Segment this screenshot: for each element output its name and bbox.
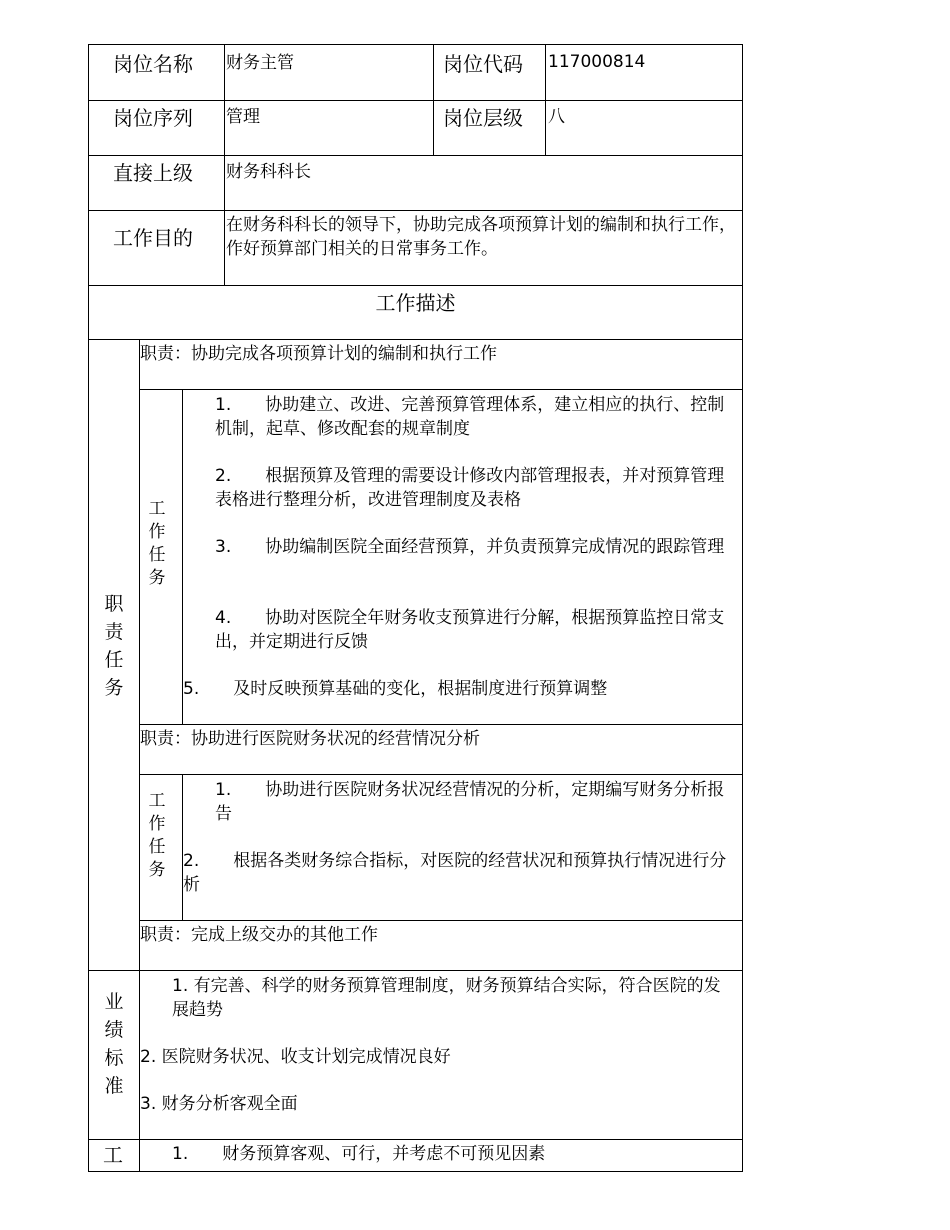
- supervisor-label: 直接上级: [113, 161, 193, 185]
- performance-item-1: 1. 有完善、科学的财务预算管理制度，财务预算结合实际，符合医院的发展趋势: [172, 976, 721, 1020]
- performance-label: 业 绩 标 准: [104, 991, 124, 1097]
- duty-2-title: 职责：协助进行医院财务状况的经营情况分析: [140, 729, 480, 749]
- duty-1-task-1: 1. 协助建立、改进、完善预算管理体系，建立相应的执行、控制机制，起草、修改配套的规章制度: [215, 395, 725, 439]
- duties-label: 职 责 任 务: [104, 593, 124, 699]
- last-section-label: 工: [103, 1143, 123, 1167]
- position-level-value: 八: [548, 107, 565, 127]
- purpose-value: 在财务科科长的领导下，协助完成各项预算计划的编制和执行工作，作好预算部门相关的日常事务工作。: [226, 215, 736, 259]
- position-code-label: 岗位代码: [443, 52, 523, 76]
- position-series-label: 岗位序列: [113, 106, 193, 130]
- position-series-value: 管理: [226, 107, 260, 127]
- duty-1-task-4: 4. 协助对医院全年财务收支预算进行分解，根据预算监控日常支出，并定期进行反馈: [215, 608, 725, 652]
- duty-2-task-1: 1. 协助进行医院财务状况经营情况的分析，定期编写财务分析报告: [215, 780, 725, 824]
- duty-1-title: 职责：协助完成各项预算计划的编制和执行工作: [140, 344, 497, 364]
- duty-1-task-2: 2. 根据预算及管理的需要设计修改内部管理报表，并对预算管理表格进行整理分析，改进管理制度及表格: [215, 466, 725, 510]
- performance-item-3: 3. 财务分析客观全面: [140, 1094, 298, 1114]
- task-label-2: 工 作 任 务: [148, 791, 166, 880]
- position-level-label: 岗位层级: [443, 106, 523, 130]
- duty-1-task-5: 5. 及时反映预算基础的变化，根据制度进行预算调整: [183, 679, 608, 699]
- task-label-1: 工 作 任 务: [148, 499, 166, 588]
- supervisor-value: 财务科科长: [226, 162, 311, 182]
- position-name-label: 岗位名称: [113, 52, 193, 76]
- duty-2-task-2: 2. 根据各类财务综合指标，对医院的经营状况和预算执行情况进行分析: [183, 851, 727, 895]
- position-name-value: 财务主管: [226, 53, 294, 73]
- position-code-value: 117000814: [548, 52, 646, 72]
- duty-3-title: 职责：完成上级交办的其他工作: [140, 925, 378, 945]
- description-title: 工作描述: [375, 291, 456, 315]
- last-section-item: 1. 财务预算客观、可行，并考虑不可预见因素: [172, 1144, 546, 1164]
- performance-item-2: 2. 医院财务状况、收支计划完成情况良好: [140, 1047, 451, 1067]
- purpose-label: 工作目的: [113, 226, 193, 250]
- duty-1-task-3: 3. 协助编制医院全面经营预算，并负责预算完成情况的跟踪管理: [215, 537, 725, 557]
